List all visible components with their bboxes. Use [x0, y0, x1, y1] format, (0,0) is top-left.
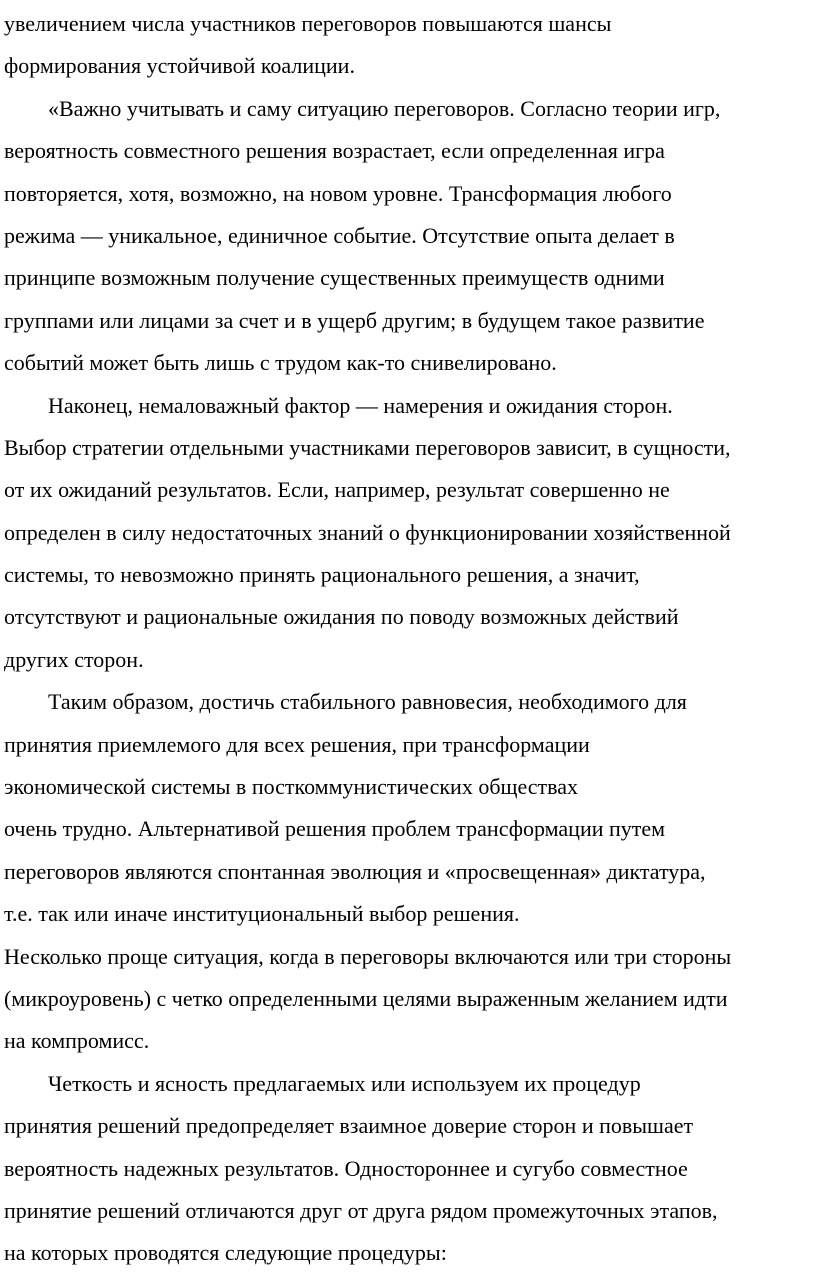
text-line: других сторон. [4, 646, 144, 672]
text-line: событий может быть лишь с трудом как-то снивелировано. [4, 350, 557, 376]
text-line: повторяется, хотя, возможно, на новом уровне. Трансформация любого [4, 180, 672, 206]
text-line: определен в силу недостаточных знаний о функционировании хозяйственной [4, 519, 731, 545]
text-line: переговоров являются спонтанная эволюция и «просвещенная» диктатура, [4, 858, 706, 884]
text-line: Несколько проще ситуация, когда в переговоры включаются или три стороны [4, 943, 732, 969]
document-body [4, 3, 816, 1275]
text-line: увеличением числа участников переговоров повышаются шансы [4, 11, 612, 36]
text-line: принятие решений отличаются друг от друга рядом промежуточных этапов, [4, 1197, 718, 1223]
text-line: принятия решений предопределяет взаимное доверие сторон и повышает [4, 1113, 694, 1139]
text-line: (микроуровень) с четко определенными целями выраженным желанием идти [4, 985, 728, 1011]
paragraph-start-line: Таким образом, достичь стабильного равновесия, необходимого для [48, 689, 687, 715]
paragraph-start-line: Четкость и ясность предлагаемых или используем их процедур [48, 1070, 641, 1096]
text-line: вероятность совместного решения возрастает, если определенная игра [4, 138, 665, 164]
text-line: режима — уникальное, единичное событие. Отсутствие опыта делает в [4, 222, 675, 248]
text-line: вероятность надежных результатов. Одностороннее и сугубо совместное [4, 1155, 688, 1181]
text-line: очень трудно. Альтернативой решения проблем трансформации путем [4, 816, 666, 842]
text-line: Выбор стратегии отдельными участниками переговоров зависит, в сущности, [4, 434, 731, 460]
paragraph-start-line: «Важно учитывать и саму ситуацию переговоров. Согласно теории игр, [48, 95, 721, 121]
paragraph-start-line: Наконец, немаловажный фактор — намерения и ожидания сторон. [48, 392, 673, 418]
text-line: на компромисс. [4, 1028, 150, 1054]
text-line: т.е. так или иначе институциональный выбор решения. [4, 901, 520, 927]
text-line: принятия приемлемого для всех решения, при трансформации [4, 731, 590, 757]
text-line: от их ожиданий результатов. Если, например, результат совершенно не [4, 477, 670, 503]
text-line: системы, то невозможно принять рационального решения, а значит, [4, 562, 640, 588]
text-line: группами или лицами за счет и в ущерб другим; в будущем такое развитие [4, 307, 705, 333]
text-line: отсутствуют и рациональные ожидания по поводу возможных действий [4, 604, 679, 630]
text-line: формирования устойчивой коалиции. [4, 53, 355, 79]
text-line: на которых проводятся следующие процедуры: [4, 1240, 447, 1266]
text-line: принципе возможным получение существенных преимуществ одними [4, 265, 665, 291]
text-line: экономической системы в посткоммунистических обществах [4, 774, 579, 800]
